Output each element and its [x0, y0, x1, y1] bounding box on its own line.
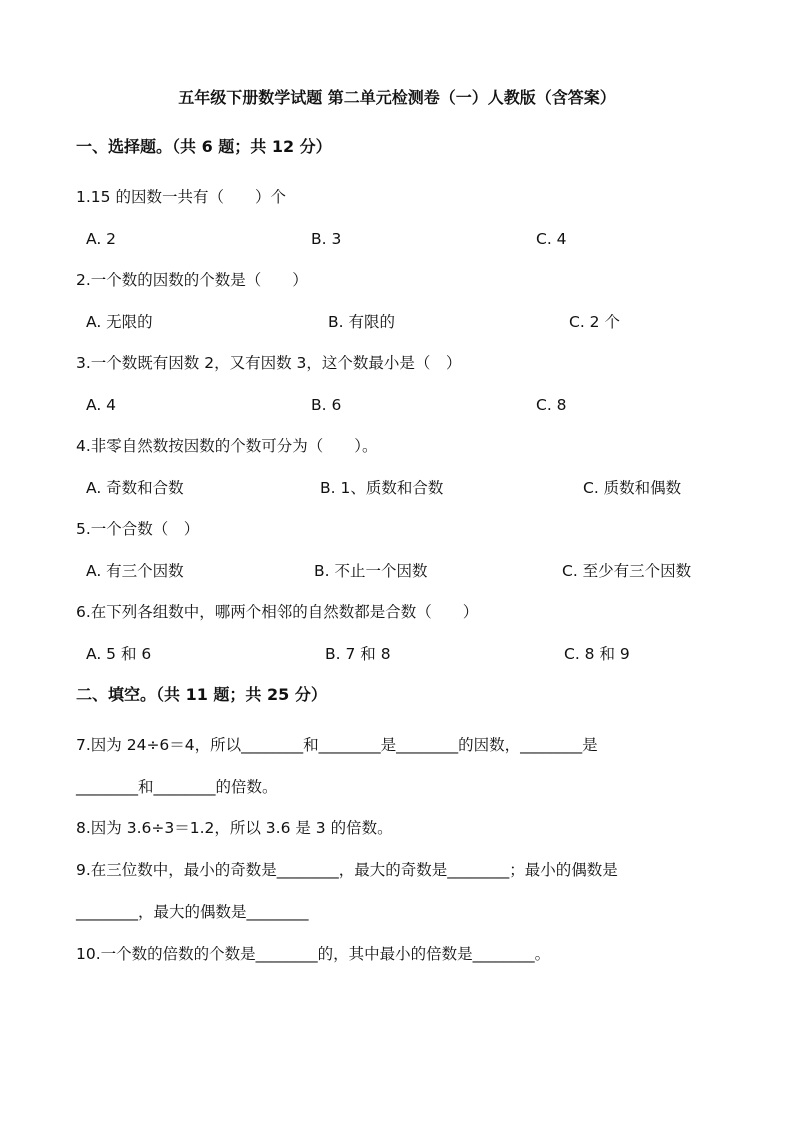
- option-a: A. 有三个因数: [86, 562, 184, 580]
- option-c: C. 8 和 9: [564, 645, 630, 663]
- option-a: A. 4: [86, 396, 117, 414]
- question-9-line-2: ________，最大的偶数是________: [76, 903, 309, 921]
- question-3: 3.一个数既有因数 2，又有因数 3，这个数最小是（ ）: [76, 354, 462, 372]
- option-a: A. 奇数和合数: [86, 479, 184, 497]
- option-c: C. 2 个: [569, 313, 620, 331]
- option-b: B. 1、质数和合数: [320, 479, 444, 497]
- question-8: 8.因为 3.6÷3＝1.2，所以 3.6 是 3 的倍数。: [76, 819, 393, 837]
- option-a: A. 无限的: [86, 313, 153, 331]
- option-b: B. 不止一个因数: [314, 562, 428, 580]
- option-c: C. 8: [536, 396, 567, 414]
- question-7-line-1: 7.因为 24÷6＝4，所以________和________是________的因数，________是: [76, 736, 598, 754]
- option-b: B. 6: [311, 396, 342, 414]
- question-4: 4.非零自然数按因数的个数可分为（ ）。: [76, 437, 378, 455]
- option-b: B. 有限的: [328, 313, 395, 331]
- option-b: B. 3: [311, 230, 342, 248]
- option-a: A. 2: [86, 230, 117, 248]
- section-heading-choice: 一、选择题。（共 6 题；共 12 分）: [76, 137, 332, 156]
- option-b: B. 7 和 8: [325, 645, 391, 663]
- section-heading-fill: 二、填空。（共 11 题；共 25 分）: [76, 685, 327, 704]
- option-c: C. 质数和偶数: [583, 479, 682, 497]
- question-10: 10.一个数的倍数的个数是________的，其中最小的倍数是________。: [76, 945, 551, 963]
- question-1: 1.15 的因数一共有（ ）个: [76, 188, 286, 206]
- question-6: 6.在下列各组数中，哪两个相邻的自然数都是合数（ ）: [76, 603, 479, 621]
- question-7-line-2: ________和________的倍数。: [76, 778, 278, 796]
- option-a: A. 5 和 6: [86, 645, 152, 663]
- option-c: C. 至少有三个因数: [562, 562, 692, 580]
- question-5: 5.一个合数（ ）: [76, 520, 200, 538]
- question-9-line-1: 9.在三位数中，最小的奇数是________，最大的奇数是________；最小的偶数是: [76, 861, 618, 879]
- page-title: 五年级下册数学试题 第二单元检测卷（一）人教版（含答案）: [178, 88, 616, 107]
- option-c: C. 4: [536, 230, 567, 248]
- question-2: 2.一个数的因数的个数是（ ）: [76, 271, 308, 289]
